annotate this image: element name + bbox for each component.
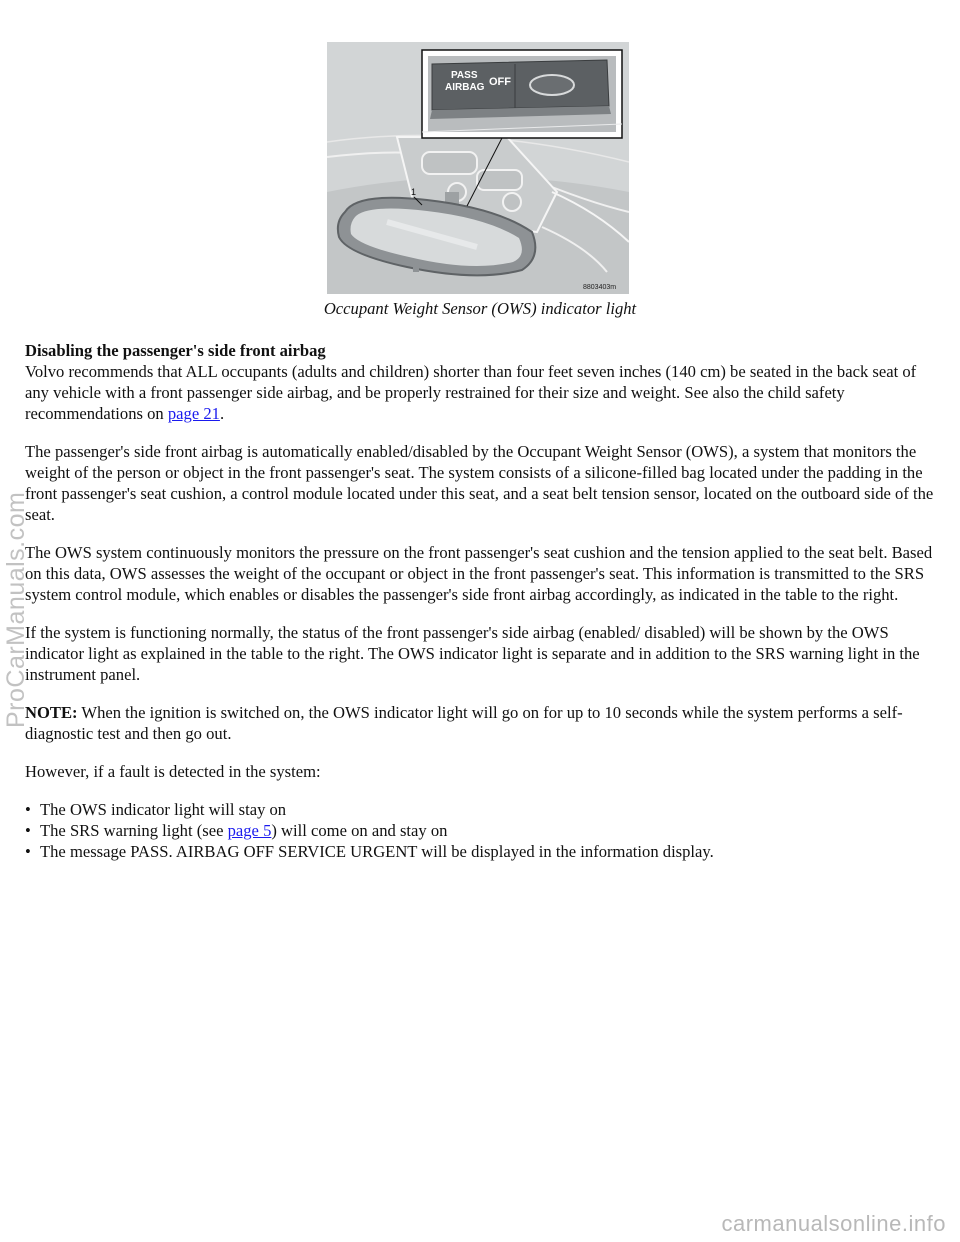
fault-intro-paragraph: However, if a fault is detected in the system:	[25, 762, 321, 781]
section-heading: Disabling the passenger's side front airbag	[25, 341, 326, 360]
page-5-link[interactable]: page 5	[227, 821, 272, 840]
indicator-lens-icon	[530, 75, 574, 95]
panel-label-airbag: AIRBAG	[445, 82, 485, 93]
fault-list	[25, 799, 940, 862]
ows-indicator-figure	[327, 42, 629, 294]
note-label: NOTE:	[25, 703, 78, 722]
page-21-link[interactable]: page 21	[167, 404, 220, 423]
list-item: • The SRS warning light (see page 5) will come on and stay on	[25, 821, 448, 840]
panel-label-off: OFF	[489, 76, 511, 88]
p1-text-end: .	[219, 404, 225, 423]
bullet-icon: •	[25, 821, 31, 840]
note-text: When the ignition is switched on, the OWS indicator light will go on for up to 10 seconds while the system performs a self-diagnostic test and then go out.	[25, 703, 903, 743]
panel-label-pass: PASS	[451, 70, 478, 81]
image-code: 8803403m	[583, 284, 617, 291]
footer-watermark: carmanualsonline.info	[721, 1211, 946, 1236]
bullet-icon: •	[25, 800, 31, 819]
ows-status-paragraph: If the system is functioning normally, the status of the front passenger's side airbag (enabled/ disabled) will be shown by the OWS indicator light as explained in the table to the right. The OWS indicator light is separate and in addition to the SRS warning light in the instrument panel.	[25, 623, 920, 684]
section-body	[25, 340, 940, 862]
ows-description-paragraph: The passenger's side front airbag is automatically enabled/disabled by the Occupant Weight Sensor (OWS), a system that monitors the weight of the person or object in the front passenger's seat. The system consists of a silicone-filled bag located under the padding in the front passenger's seat cushion, a control module located under this seat, and a seat belt tension sensor, located on the outboard side of the seat.	[25, 442, 934, 524]
ows-monitoring-paragraph: The OWS system continuously monitors the pressure on the front passenger's seat cushion and the tension applied to the seat belt. Based on this data, OWS assesses the weight of the occupant or object in the front passenger's seat. This information is transmitted to the SRS system control module, which enables or disables the passenger's side front airbag accordingly, as indicated in the table to the right.	[25, 543, 933, 604]
list-item: • The message PASS. AIRBAG OFF SERVICE URGENT will be displayed in the information display.	[25, 842, 714, 861]
ows-illustration	[327, 42, 629, 294]
intro-paragraph	[25, 340, 940, 424]
bullet-icon: •	[25, 842, 31, 861]
p1-text: Volvo recommends that ALL occupants (adults and children) shorter than four feet seven inches (140 cm) be seated in the back seat of any vehicle with a front passenger side airbag, and be properly restrained for their size and weight. See also the child safety recommendations on	[25, 362, 917, 423]
callout-number: 1	[411, 187, 417, 197]
figure-caption: Occupant Weight Sensor (OWS) indicator light	[323, 299, 637, 318]
side-watermark: ProCarManuals.com	[2, 491, 30, 728]
note-paragraph	[25, 702, 940, 744]
list-item: • The OWS indicator light will stay on	[25, 800, 287, 819]
